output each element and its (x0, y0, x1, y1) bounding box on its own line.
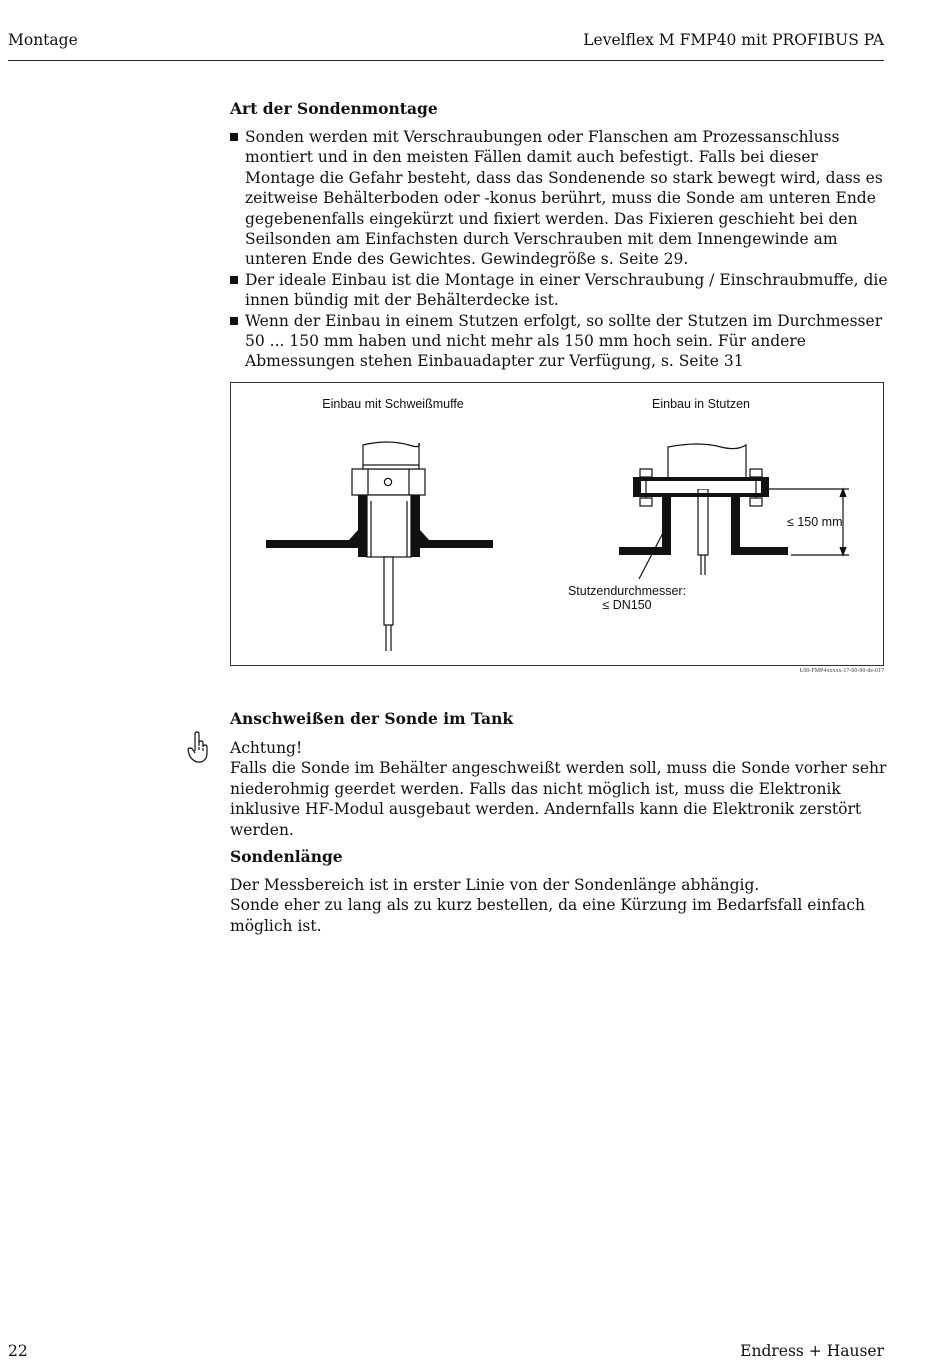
installation-diagram (231, 383, 883, 665)
flange-gap (667, 485, 747, 489)
figure-label-weld-socket: Einbau mit Schweißmuffe (322, 397, 464, 411)
bullet-text: Der ideale Einbau ist die Montage in einer Verschraubung / Einschraubmuffe, die innen bündig mit der Behälterdecke ist. (245, 270, 888, 310)
header-divider (8, 60, 884, 61)
bullet-text: Wenn der Einbau in einem Stutzen erfolgt, so sollte der Stutzen im Durchmesser 50 ... 150 mm haben und nicht mehr als 150 mm hoch sein. Für andere Abmessungen stehen Einbauadapter zur Verfügung, s. Seite 31 (245, 311, 883, 371)
installation-figure (230, 382, 884, 666)
header-section-title: Montage (8, 31, 78, 49)
nozzle-diameter-value: ≤ DN150 (602, 598, 652, 612)
section-title-anschweissen: Anschweißen der Sonde im Tank (230, 709, 514, 728)
bullet-square-icon (230, 317, 238, 325)
list-item (230, 270, 890, 311)
list-item (230, 127, 890, 270)
section-title-sondenlaenge: Sondenlänge (230, 847, 343, 866)
bullet-list (230, 127, 890, 372)
bullet-text: Sonden werden mit Verschraubungen oder Flanschen am Prozessanschluss montiert und in den meisten Fällen damit auch befestigt. Falls bei dieser Montage die Gefahr besteht, dass das Sondenende so stark bewegt wird, dass es zeitweise Behälterboden oder -konus berührt, muss die Sonde am unteren Ende gegebenenfalls eingekürzt und fixiert werden. Das Fixieren geschieht bei den Seilsonden am Einfachsten durch Verschrauben mit dem Innengewinde am unteren Ende des Gewichtes. Gewindegröße s. Seite 29. (245, 128, 883, 269)
section-title-sondenmontage: Art der Sondenmontage (230, 99, 438, 118)
warning-text: Falls die Sonde im Behälter angeschweißt werden soll, muss die Sonde vorher sehr niederohmig geerdet werden. Falls das nicht möglich ist, muss die Elektronik inklusive HF-Modul ausgebaut werden. Andernfalls kann die Elektronik zerstört werden. (230, 759, 887, 839)
nozzle-height-dimension: ≤ 150 mm (787, 515, 843, 529)
tank-ceiling-left (266, 495, 367, 557)
figure-label-nozzle: Einbau in Stutzen (652, 397, 750, 411)
tank-ceiling-right (411, 495, 493, 557)
bullet-square-icon (230, 276, 238, 284)
warning-block (230, 738, 890, 840)
paragraph-line: Der Messbereich ist in erster Linie von der Sondenlänge abhängig. (230, 876, 760, 894)
nozzle-diameter-label: Stutzendurchmesser: (567, 584, 687, 598)
paragraph-line: Sonde eher zu lang als zu kurz bestellen, da eine Kürzung im Bedarfsfall einfach möglich ist. (230, 896, 866, 935)
bullet-square-icon (230, 133, 238, 141)
figure-code: L00-FMP4xxxxx-17-00-00-de-017 (799, 668, 884, 674)
warning-label: Achtung! (230, 739, 303, 757)
pointing-hand-icon (186, 731, 210, 765)
footer-brand: Endress + Hauser (740, 1342, 884, 1360)
header-product-title: Levelflex M FMP40 mit PROFIBUS PA (583, 31, 884, 49)
sondenlaenge-text (230, 875, 890, 936)
list-item (230, 311, 890, 372)
page-number: 22 (8, 1342, 28, 1360)
